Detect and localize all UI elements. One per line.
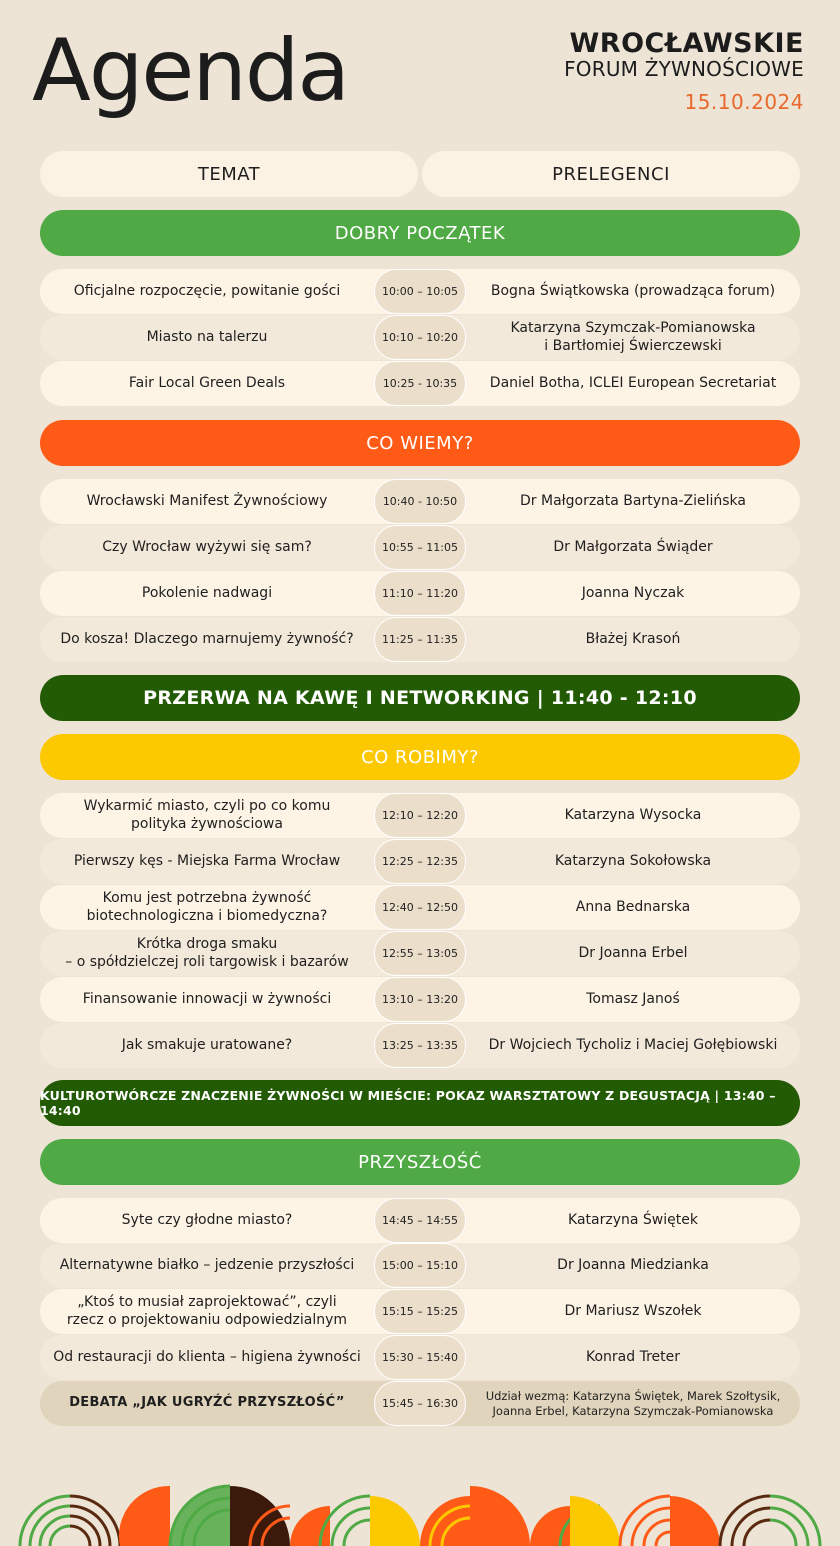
- agenda-speaker: Dr Joanna Erbel: [578, 944, 688, 961]
- agenda-speaker: Dr Małgorzata Świąder: [553, 538, 713, 555]
- agenda-speaker: Daniel Botha, ICLEI European Secretariat: [489, 374, 777, 391]
- agenda-time: 11:10 – 11:20: [374, 571, 466, 616]
- agenda-row: [40, 525, 800, 570]
- agenda-row: [40, 885, 800, 930]
- column-header-topic: TEMAT: [40, 151, 418, 197]
- agenda-row: [40, 617, 800, 662]
- section-header-dobry-poczatek: DOBRY POCZĄTEK: [40, 210, 800, 256]
- agenda-speaker: Bogna Świątkowska (prowadząca forum): [490, 282, 776, 299]
- agenda-row: [40, 1335, 800, 1380]
- break-bar-workshop: KULTUROTWÓRCZE ZNACZENIE ŻYWNOŚCI W MIEŚCIE: POKAZ WARSZTATOWY Z DEGUSTACJĄ | 13:40 – 14:40: [40, 1080, 800, 1126]
- page-title: Agenda: [32, 21, 349, 121]
- break-bar-coffee: PRZERWA NA KAWĘ I NETWORKING | 11:40 - 12:10: [40, 675, 800, 721]
- agenda-topic: Syte czy głodne miasto?: [121, 1211, 293, 1228]
- brand-name-line1: WROCŁAWSKIE: [569, 28, 804, 59]
- agenda-time: 14:45 – 14:55: [374, 1198, 466, 1243]
- agenda-topic: Jak smakuje uratowane?: [121, 1036, 293, 1053]
- agenda-topic: DEBATA „JAK UGRYŹĆ PRZYSZŁOŚĆ”: [69, 1395, 345, 1411]
- agenda-time: 13:25 – 13:35: [374, 1023, 466, 1068]
- agenda-topic: Finansowanie innowacji w żywności: [82, 990, 332, 1007]
- agenda-topic: Fair Local Green Deals: [128, 374, 286, 391]
- agenda-speaker: Dr Joanna Miedzianka: [557, 1256, 709, 1273]
- agenda-time: 10:55 – 11:05: [374, 525, 466, 570]
- agenda-speaker: Katarzyna Sokołowska: [554, 852, 712, 869]
- agenda-topic: Pierwszy kęs - Miejska Farma Wrocław: [73, 852, 341, 869]
- agenda-time: 15:00 – 15:10: [374, 1243, 466, 1288]
- agenda-row: [40, 1198, 800, 1243]
- agenda-row: [40, 361, 800, 406]
- agenda-topic: Krótka droga smaku – o spółdzielczej roli targowisk i bazarów: [65, 936, 349, 970]
- brand-name-line2: FORUM ŻYWNOŚCIOWE: [564, 57, 804, 82]
- agenda-row-debate: [40, 1381, 800, 1426]
- event-date: 15.10.2024: [684, 90, 804, 115]
- agenda-speaker: Katarzyna Szymczak-Pomianowska i Bartłomiej Świerczewski: [510, 320, 756, 354]
- agenda-speaker: Anna Bednarska: [575, 898, 691, 915]
- agenda-topic: Oficjalne rozpoczęcie, powitanie gości: [73, 282, 341, 299]
- agenda-speaker: Tomasz Janoś: [586, 990, 680, 1007]
- agenda-row: [40, 931, 800, 976]
- agenda-time: 12:25 – 12:35: [374, 839, 466, 884]
- agenda-topic: Od restauracji do klienta – higiena żywności: [53, 1348, 361, 1365]
- agenda-speaker: Udział wezmą: Katarzyna Świętek, Marek Szołtysik, Joanna Erbel, Katarzyna Szymczak-Pomianowska: [485, 1389, 781, 1418]
- agenda-topic: „Ktoś to musiał zaprojektować”, czyli rzecz o projektowaniu odpowiedzialnym: [66, 1294, 348, 1328]
- agenda-topic: Do kosza! Dlaczego marnujemy żywność?: [60, 630, 354, 647]
- agenda-speaker: Dr Mariusz Wszołek: [564, 1302, 702, 1319]
- section-header-co-robimy: CO ROBIMY?: [40, 734, 800, 780]
- agenda-row: [40, 479, 800, 524]
- section-header-co-wiemy: CO WIEMY?: [40, 420, 800, 466]
- agenda-speaker: Dr Wojciech Tycholiz i Maciej Gołębiowski: [488, 1036, 778, 1053]
- agenda-time: 11:25 – 11:35: [374, 617, 466, 662]
- agenda-row: [40, 839, 800, 884]
- column-header-speakers: PRELEGENCI: [422, 151, 800, 197]
- section-header-przyszlosc: PRZYSZŁOŚĆ: [40, 1139, 800, 1185]
- agenda-row: [40, 315, 800, 360]
- agenda-topic: Wrocławski Manifest Żywnościowy: [86, 492, 328, 509]
- agenda-speaker: Błażej Krasoń: [585, 630, 681, 647]
- agenda-topic: Alternatywne białko – jedzenie przyszłości: [59, 1256, 355, 1273]
- agenda-speaker: Dr Małgorzata Bartyna-Zielińska: [520, 492, 746, 509]
- agenda-row: [40, 977, 800, 1022]
- agenda-topic: Komu jest potrzebna żywność biotechnologiczna i biomedyczna?: [86, 890, 328, 924]
- agenda-row: [40, 571, 800, 616]
- agenda-topic: Miasto na talerzu: [146, 328, 268, 345]
- agenda-topic: Czy Wrocław wyżywi się sam?: [102, 538, 312, 555]
- agenda-time: 10:25 - 10:35: [374, 361, 466, 406]
- agenda-time: 10:10 – 10:20: [374, 315, 466, 360]
- agenda-row: [40, 269, 800, 314]
- agenda-time: 12:40 – 12:50: [374, 885, 466, 930]
- agenda-time: 13:10 – 13:20: [374, 977, 466, 1022]
- decorative-arc-pattern: [0, 1476, 840, 1546]
- agenda-speaker: Katarzyna Świętek: [568, 1211, 698, 1228]
- agenda-row: [40, 793, 800, 838]
- brand-logo: [564, 30, 804, 114]
- agenda-row: [40, 1289, 800, 1334]
- agenda-time: 15:15 – 15:25: [374, 1289, 466, 1334]
- agenda-time: 12:55 – 13:05: [374, 931, 466, 976]
- agenda-time: 10:40 - 10:50: [374, 479, 466, 524]
- agenda-row: [40, 1243, 800, 1288]
- agenda-topic: Wykarmić miasto, czyli po co komu polityka żywnościowa: [83, 798, 331, 832]
- agenda-speaker: Joanna Nyczak: [581, 584, 685, 601]
- agenda-topic: Pokolenie nadwagi: [141, 584, 273, 601]
- agenda-time: 12:10 – 12:20: [374, 793, 466, 838]
- agenda-row: [40, 1023, 800, 1068]
- agenda-speaker: Katarzyna Wysocka: [564, 806, 702, 823]
- agenda-time: 10:00 – 10:05: [374, 269, 466, 314]
- agenda-speaker: Konrad Treter: [585, 1348, 680, 1365]
- agenda-time: 15:30 – 15:40: [374, 1335, 466, 1380]
- agenda-time: 15:45 – 16:30: [374, 1381, 466, 1426]
